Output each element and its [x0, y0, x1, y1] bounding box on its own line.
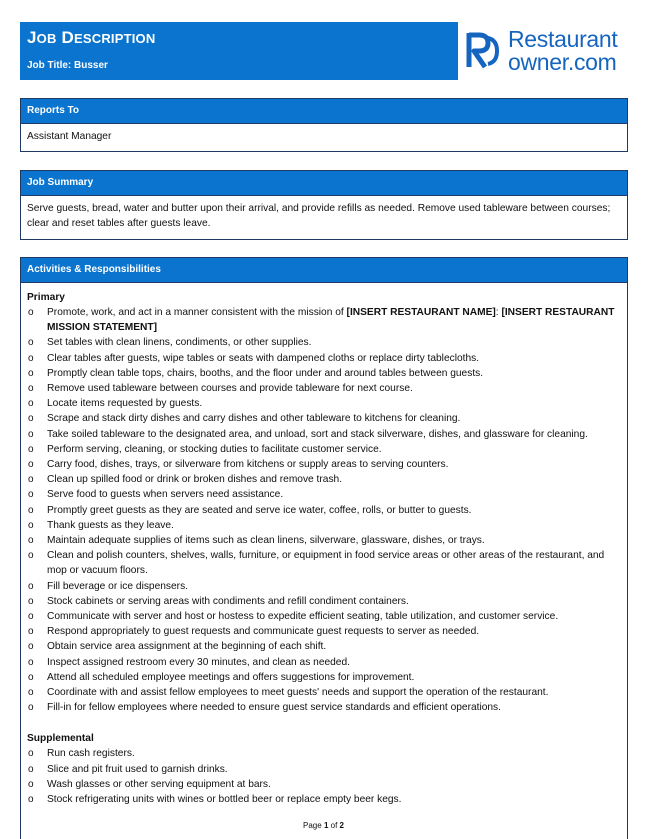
reports-to-section — [20, 98, 628, 152]
list-item: o Set tables with clean linens, condiments, or other supplies. — [27, 335, 621, 350]
list-item: o Carry food, dishes, trays, or silverware from kitchens or supply areas to serving counters. — [27, 457, 621, 472]
list-item: o Coordinate with and assist fellow employees to meet guests' needs and support the operation of the restaurant. — [27, 685, 621, 700]
job-summary-heading: Job Summary — [21, 171, 627, 196]
bullet-icon: o — [28, 519, 34, 531]
bullet-icon: o — [28, 504, 34, 516]
list-item: o Clean and polish counters, shelves, walls, furniture, or equipment in food service areas or other areas of the restaurant, and mop or vacuum floors. — [28, 550, 605, 577]
list-item: o Inspect assigned restroom every 30 minutes, and clean as needed. — [27, 655, 621, 670]
bullet-icon: o — [28, 595, 34, 607]
list-item: o Fill-in for fellow employees where needed to ensure guest service standards and efficient operations. — [27, 700, 621, 715]
job-summary-section — [20, 170, 628, 240]
bullet-icon: o — [28, 748, 34, 760]
bullet-icon: o — [28, 367, 34, 379]
bullet-icon: o — [28, 489, 34, 501]
reports-to-value: Assistant Manager — [27, 131, 112, 142]
bullet-icon: o — [28, 337, 34, 349]
bullet-icon: o — [28, 778, 34, 790]
bullet-icon: o — [28, 550, 34, 562]
bullet-icon: o — [28, 687, 34, 699]
job-title: Job Title: Busser — [27, 60, 108, 71]
list-item: o Perform serving, cleaning, or stocking duties to facilitate customer service. — [27, 442, 621, 457]
list-item: o Run cash registers. — [27, 746, 621, 761]
list-item: o Thank guests as they leave. — [27, 518, 621, 533]
list-item: o Attend all scheduled employee meetings and offers suggestions for improvement. — [27, 670, 621, 685]
bullet-icon: o — [28, 794, 34, 806]
logo-word-restaurant: Restaurant — [508, 26, 618, 52]
list-item: o Promote, work, and act in a manner consistent with the mission of [INSERT RESTAURANT NAME]: [INSERT RESTAURANT MISSION STATEMENT] — [28, 307, 615, 334]
list-item: o Promptly greet guests as they are seated and serve ice water, coffee, rolls, or butter to guests. — [27, 503, 621, 518]
bullet-icon: o — [28, 702, 34, 714]
list-item: o Fill beverage or ice dispensers. — [27, 579, 621, 594]
list-item: o Wash glasses or other serving equipment at bars. — [27, 777, 621, 792]
bullet-icon: o — [28, 671, 34, 683]
bullet-icon: o — [28, 383, 34, 395]
list-item: o Scrape and stack dirty dishes and carry dishes and other tableware to kitchens for cleaning. — [27, 411, 621, 426]
job-summary-text: Serve guests, bread, water and butter upon their arrival, and provide refills as needed. Remove used tableware between courses; clear and reset tables after guests leave. — [27, 203, 611, 229]
list-item: o Clear tables after guests, wipe tables or seats with dampened cloths or replace dirty tablecloths. — [27, 351, 621, 366]
supplemental-title: Supplemental — [27, 733, 94, 745]
bullet-icon: o — [28, 656, 34, 668]
list-item: o Promptly clean table tops, chairs, booths, and the floor under and around tables between guests. — [27, 366, 621, 381]
primary-title: Primary — [27, 292, 65, 303]
list-item: o Take soiled tableware to the designated area, and unload, sort and stack silverware, dishes, and glassware for cleaning. — [27, 427, 621, 442]
bullet-icon: o — [28, 307, 34, 318]
logo-word-owner: owner.com — [508, 49, 617, 75]
supplemental-list — [27, 746, 621, 807]
ro-monogram-icon — [466, 30, 500, 70]
bullet-icon: o — [28, 413, 34, 425]
bullet-icon: o — [28, 611, 34, 623]
bullet-icon: o — [28, 641, 34, 653]
list-item: o Serve food to guests when servers need assistance. — [27, 487, 621, 502]
header-bar — [20, 22, 458, 80]
bullet-icon: o — [28, 459, 34, 471]
bullet-icon: o — [28, 763, 34, 775]
list-item: o Stock cabinets or serving areas with condiments and refill condiment containers. — [27, 594, 621, 609]
bullet-icon: o — [28, 535, 34, 547]
activities-heading: Activities & Responsibilities — [21, 258, 627, 283]
activities-section — [20, 257, 628, 839]
reports-to-heading: Reports To — [21, 99, 627, 124]
list-item: o Remove used tableware between courses and provide tableware for next course. — [27, 381, 621, 396]
list-item: o Communicate with server and host or hostess to expedite efficient seating, table utilization, and customer service. — [27, 609, 621, 624]
document-title: JOB DESCRIPTION — [27, 28, 156, 47]
list-item: o Clean up spilled food or drink or broken dishes and remove trash. — [27, 472, 621, 487]
list-item: o Stock refrigerating units with wines or bottled beer or replace empty beer kegs. — [27, 792, 621, 807]
bullet-icon: o — [28, 352, 34, 364]
bullet-icon: o — [28, 626, 34, 638]
bullet-icon: o — [28, 428, 34, 440]
bullet-icon: o — [28, 398, 34, 410]
bullet-icon: o — [28, 443, 34, 455]
list-item: o Respond appropriately to guest requests and communicate guest requests to server as needed. — [27, 624, 621, 639]
primary-list — [27, 305, 621, 715]
list-item: o Slice and pit fruit used to garnish drinks. — [27, 762, 621, 777]
activities-body — [21, 283, 627, 811]
list-item: o Locate items requested by guests. — [27, 396, 621, 411]
list-item: o Maintain adequate supplies of items such as clean linens, silverware, glassware, dishes, or trays. — [27, 533, 621, 548]
bullet-icon: o — [28, 474, 34, 486]
restaurant-owner-logo — [466, 28, 626, 74]
page-footer: Page 1 of 2 — [303, 821, 344, 830]
list-item: o Obtain service area assignment at the beginning of each shift. — [27, 639, 621, 654]
bullet-icon: o — [28, 580, 34, 592]
